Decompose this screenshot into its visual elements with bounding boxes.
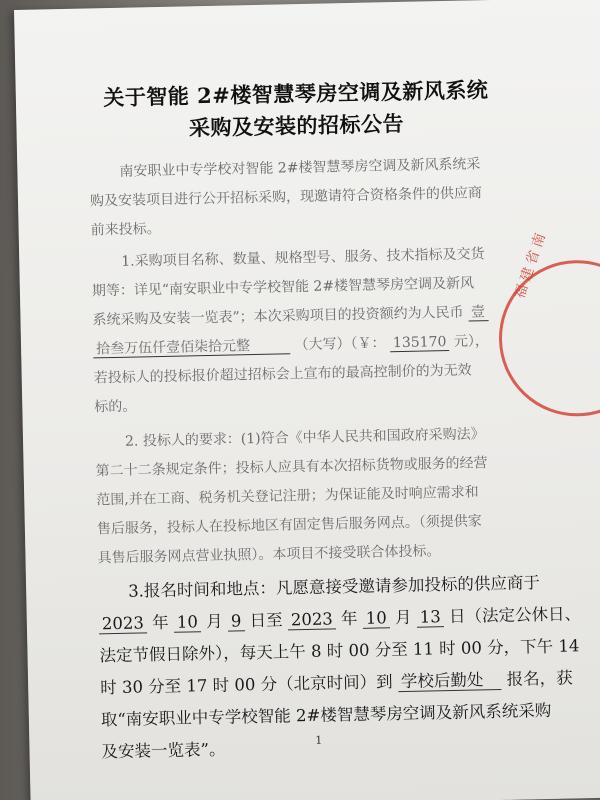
section-3-line: 及安装一览表”。 [101,739,226,762]
daxie-label: （大写）（￥： [294,335,386,354]
seal-text: 福建省南 [511,227,551,301]
year-label: 年 [340,608,358,629]
amount-words-cont: 拾叁万伍仟壹佰柒拾元整 [93,337,290,358]
section-3-line: 取“南安职业中专学校智能 2#楼智慧琴房空调及新风系统采购 [100,700,552,730]
year-label: 年 [151,612,169,633]
end-day-label: 日（法定公休日、 [448,604,582,627]
intro-paragraph [89,149,561,246]
page-number: 1 [315,733,323,747]
signup-text: 报名，获 [506,668,573,689]
section-2-line: 第二十二条规定条件；投标人应具有本次招标货物或服务的经营 [95,455,488,480]
time-text: 时 30 分至 17 时 00 分（北京时间）到 [100,672,393,698]
section-1-line: 若投标人的投标报价超过招标会上宣布的最高控制价的为无效 [93,362,472,387]
section-3-line: 3.报名时间和地点：凡愿意接受邀请参加投标的供应商于 [127,573,541,601]
month-label: 月 [205,611,223,632]
intro-line: 前来投标。 [90,220,161,239]
section-2-line: 具售后服务网点营业执照）。本项目不接受联合体投标。 [97,543,441,567]
title-line-1: 关于智能 2#楼智慧琴房空调及新风系统 [103,77,489,111]
section-2 [95,419,568,574]
start-day: 9 [228,611,245,631]
intro-line: 购及安装项目进行公开招标采购，现邀请符合资格条件的供应商 [89,185,483,210]
section-1 [91,239,565,423]
start-month: 10 [174,612,201,633]
document-page [14,0,600,800]
section-1-line: 标的。 [94,398,137,416]
end-day: 13 [417,607,444,628]
section-1-line: 1.采购项目名称、数量、规格型号、服务、技术指标及交货 [121,246,485,270]
end-year: 2023 [288,609,336,630]
section-1-text: 系统采购及安装一览表”；本次采购项目的投资额约为人民币 [92,304,464,329]
registration-place: 学校后勤处 [398,670,502,692]
section-3-line: 法定节假日除外），每天上午 8 时 00 分至 11 时 00 分，下午 14 [99,636,580,666]
section-2-line: 售后服务，投标人在投标地区有固定售后服务网点。（须提供家 [96,513,482,538]
end-month: 10 [363,608,390,629]
yuan-label: 元）， [453,333,490,350]
start-year: 2023 [99,613,147,634]
section-3 [98,567,582,769]
title-line-2: 采购及安装的招标公告 [188,110,405,141]
section-1-line: 期等：详见“南安职业中专学校智能 2#楼智慧琴房空调及新风 [91,275,475,300]
amount-number: 135170 [390,334,450,352]
day-to-label: 日至 [249,610,283,631]
section-2-line: 范围,并在工商、税务机关登记注册；为保证能及时响应需求和 [96,484,479,509]
amount-words: 壹 [468,304,488,321]
section-2-line: 2. 投标人的要求：(1)符合《中华人民共和国政府采购法》 [124,426,485,450]
month-label: 月 [394,607,412,628]
intro-line: 南安职业中专学校对智能 2#楼智慧琴房空调及新风系统采 [119,156,481,180]
